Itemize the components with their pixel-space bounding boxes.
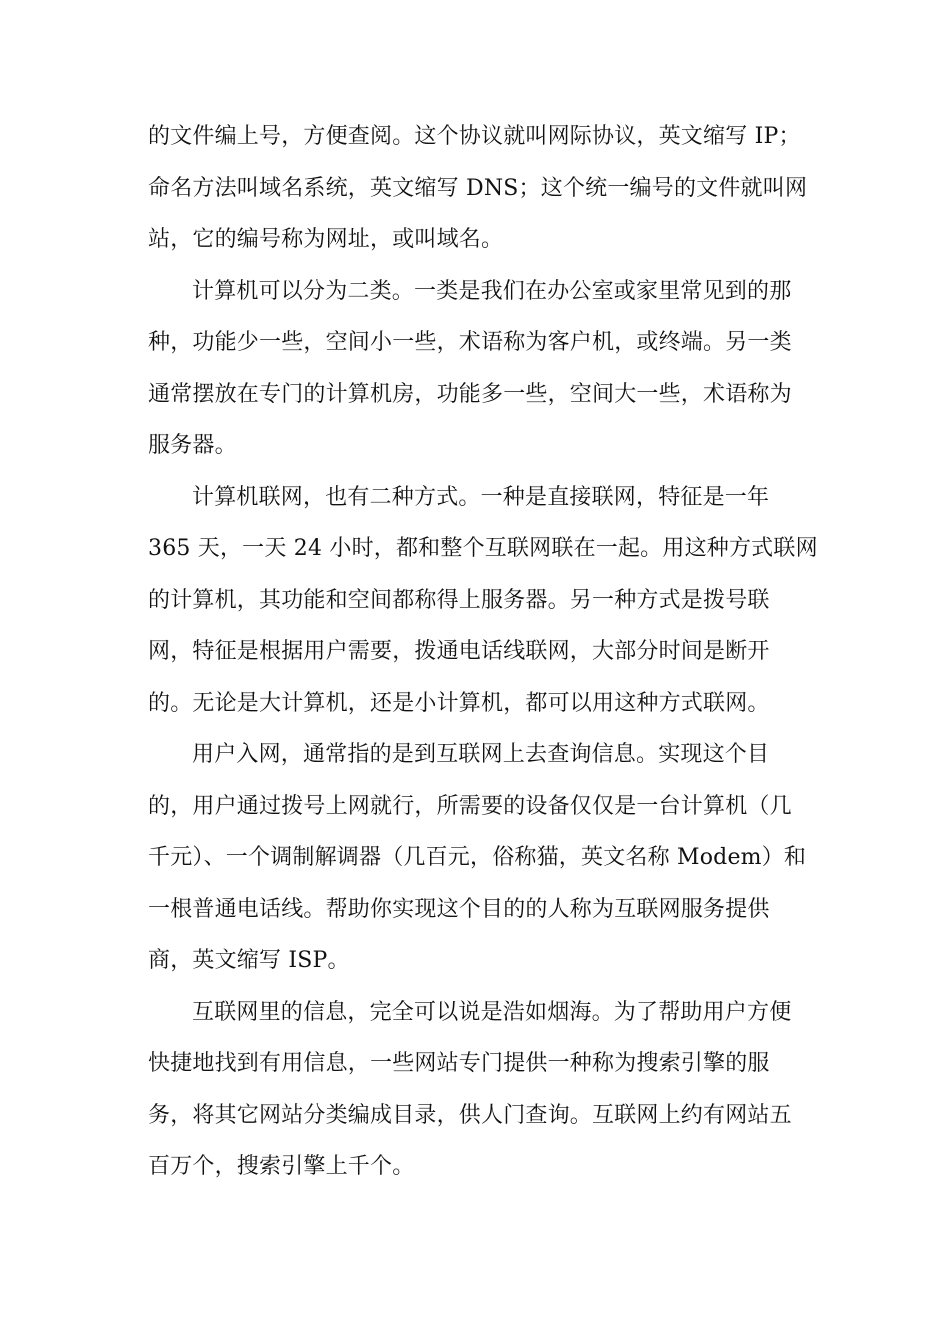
text-line: 计算机可以分为二类。一类是我们在办公室或家里常见到的那: [192, 278, 792, 304]
text-line: 的计算机，其功能和空间都称得上服务器。另一种方式是拨号联: [148, 587, 770, 613]
text-line: 种，功能少一些，空间小一些，术语称为客户机，或终端。另一类: [148, 330, 792, 355]
document-body: [148, 111, 818, 1193]
text-line: 用户入网，通常指的是到互联网上去查询信息。实现这个目: [192, 742, 770, 767]
paragraph-5: [148, 987, 803, 1193]
text-line: 站，它的编号称为网址，或叫域名。: [148, 227, 504, 252]
text-line: 千元）、一个调制解调器（几百元，俗称猫，英文名称 Modem）和: [148, 845, 807, 870]
paragraph-1: [148, 111, 808, 266]
text-line: 365 天，一天 24 小时，都和整个互联网联在一起。用这种方式联网: [148, 536, 818, 561]
text-line: 的。无论是大计算机，还是小计算机，都可以用这种方式联网。: [148, 690, 770, 716]
paragraph-3: [148, 472, 818, 730]
text-line: 互联网里的信息，完全可以说是浩如烟海。为了帮助用户方便: [192, 999, 792, 1025]
text-line: 通常摆放在专门的计算机房，功能多一些，空间大一些，术语称为: [148, 381, 792, 407]
text-line: 计算机联网，也有二种方式。一种是直接联网，特征是一年: [192, 484, 770, 510]
text-line: 务，将其它网站分类编成目录，供人门查询。互联网上约有网站五: [148, 1102, 792, 1128]
text-line: 的文件编上号，方便查阅。这个协议就叫网际协议，英文缩写 IP；: [148, 124, 801, 149]
paragraph-4: [148, 729, 807, 987]
text-line: 网，特征是根据用户需要，拨通电话线联网，大部分时间是断开: [148, 639, 770, 664]
text-line: 一根普通电话线。帮助你实现这个目的的人称为互联网服务提供: [148, 896, 770, 922]
text-line: 商，英文缩写 ISP。: [148, 948, 350, 973]
text-line: 百万个，搜索引擎上千个。: [148, 1154, 415, 1179]
text-line: 快捷地找到有用信息，一些网站专门提供一种称为搜索引擎的服: [148, 1051, 770, 1076]
text-line: 命名方法叫域名系统，英文缩写 DNS；这个统一编号的文件就叫网: [148, 175, 808, 201]
paragraph-2: [148, 266, 803, 472]
text-line: 的，用户通过拨号上网就行，所需要的设备仅仅是一台计算机（几: [148, 793, 792, 819]
text-line: 服务器。: [148, 433, 237, 458]
